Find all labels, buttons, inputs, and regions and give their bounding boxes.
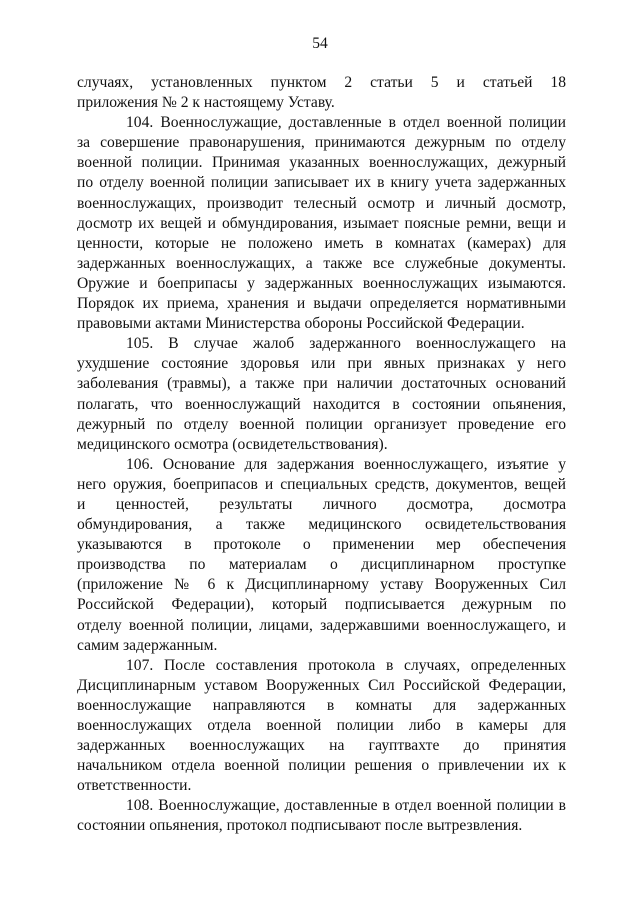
text-line: по отделу военной полиции записывает их в книгу учета задержанных — [77, 174, 566, 192]
text-line: состоянии опьянения, протокол подписывают после вытрезвления. — [77, 817, 523, 835]
text-line: полагать, что военнослужащий находится в состоянии опьянения, — [77, 395, 566, 413]
text-line: производства по материалам о дисциплинарном проступке — [77, 556, 566, 574]
text-line: военной полиции. Принимая указанных военнослужащих, дежурный — [77, 154, 566, 172]
text-line: него оружия, боеприпасов и специальных средств, документов, вещей — [77, 475, 566, 493]
text-line: за совершение правонарушения, принимаются дежурным по отделу — [77, 134, 566, 152]
document-body — [77, 73, 566, 837]
text-line: ответственности. — [77, 777, 192, 795]
text-line: военнослужащих отдела военной полиции либо в камеры для — [77, 717, 566, 734]
text-line: ценности, которые не положено иметь в комнатах (камерах) для — [77, 234, 566, 252]
page-number: 54 — [312, 35, 328, 52]
text-line: и ценностей, результаты личного досмотра, досмотра — [77, 495, 566, 513]
text-line: Российской Федерации), который подписывается дежурным по — [77, 596, 566, 614]
text-line: заболевания (травмы), а также при наличии достаточных оснований — [77, 375, 566, 393]
text-line: начальником отдела военной полиции решения о привлечении их к — [77, 757, 566, 775]
paragraph — [77, 113, 566, 334]
text-line: медицинского осмотра (освидетельствования). — [77, 435, 388, 453]
text-line: 107. После составления протокола в случаях, определенных — [126, 656, 566, 674]
paragraph — [77, 455, 566, 656]
text-line: досмотр их вещей и обмундирования, изымает поясные ремни, вещи и — [77, 214, 566, 232]
text-line: отделу военной полиции, лицами, задержавшими военнослужащего, и — [77, 616, 566, 634]
text-line: самим задержанным. — [77, 636, 218, 654]
text-line: 105. В случае жалоб задержанного военнослужащего на — [126, 335, 566, 353]
text-line: приложения № 2 к настоящему Уставу. — [77, 94, 335, 112]
text-line: военнослужащих, производит телесный осмотр и личный досмотр, — [77, 194, 566, 212]
text-line: 108. Военнослужащие, доставленные в отдел военной полиции в — [126, 797, 566, 815]
text-line: военнослужащие направляются в комнаты для задержанных — [77, 696, 566, 714]
text-line: (приложение № 6 к Дисциплинарному уставу Вооруженных Сил — [77, 576, 566, 594]
text-line: дежурный по отделу военной полиции организует проведение его — [77, 415, 566, 433]
text-line: ухудшение состояние здоровья или при явных признаках у него — [77, 355, 566, 373]
paragraph — [77, 796, 566, 836]
paragraph — [77, 334, 566, 455]
text-line: 104. Военнослужащие, доставленные в отдел военной полиции — [126, 114, 566, 132]
paragraph — [77, 656, 566, 797]
text-line: Порядок их приема, хранения и выдачи определяется нормативными — [77, 295, 566, 313]
text-line: случаях, установленных пунктом 2 статьи 5 и статьей 18 — [77, 74, 566, 91]
text-line: обмундирования, а также медицинского освидетельствования — [77, 516, 566, 534]
text-line: задержанных военнослужащих на гауптвахте до принятия — [77, 737, 566, 755]
text-line: Оружие и боеприпасы у задержанных военнослужащих изымаются. — [77, 274, 566, 292]
text-line: 106. Основание для задержания военнослужащего, изъятие у — [126, 455, 566, 473]
paragraph — [77, 73, 566, 113]
text-line: Дисциплинарным уставом Вооруженных Сил Российской Федерации, — [77, 676, 566, 694]
text-line: указываются в протоколе о применении мер обеспечения — [77, 536, 566, 554]
text-line: задержанных военнослужащих, а также все служебные документы. — [77, 254, 566, 272]
text-line: правовыми актами Министерства обороны Российской Федерации. — [77, 315, 525, 333]
